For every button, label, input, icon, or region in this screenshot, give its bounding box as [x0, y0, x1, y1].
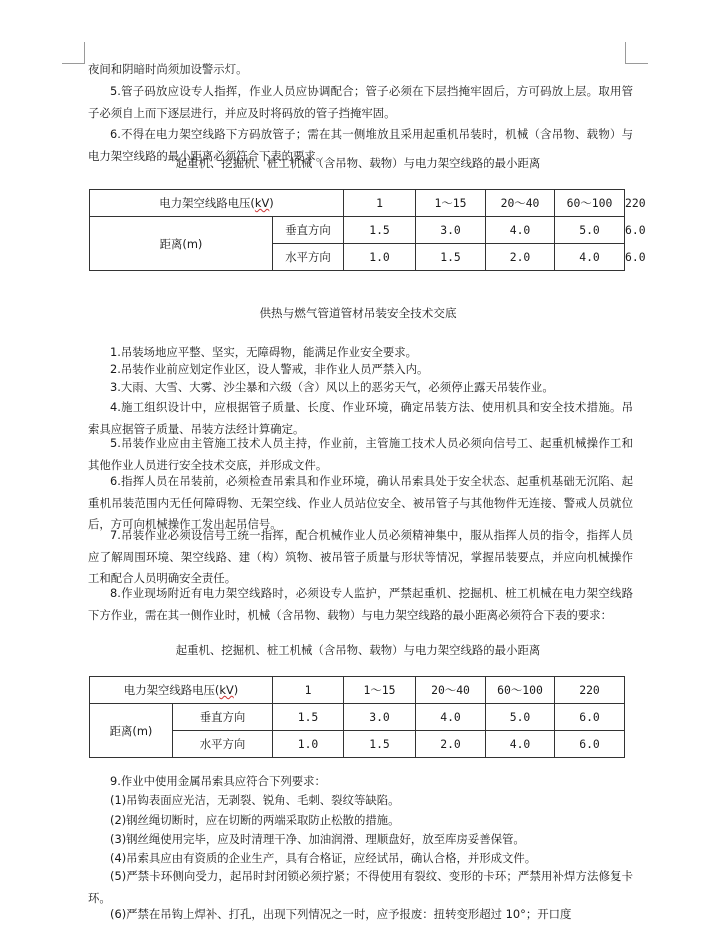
paragraph-item-6-power-lines: 6.不得在电力架空线路下方码放管子；需在其一侧堆放且采用起重机吊装时，机械（含吊物、载物）与电力架空线路的最小距离必须符合下表的要求。: [88, 127, 633, 163]
sub-item-1: (1)吊钩表面应光洁，无剥裂、锐角、毛刺、裂纹等缺陷。: [110, 793, 400, 807]
voltage-cell: 60～100: [555, 190, 625, 217]
vertical-label-cell: 垂直方向: [273, 217, 344, 244]
voltage-header-cell: [90, 677, 273, 704]
item-4: 4.施工组织设计中，应根据管子质量、长度、作业环境，确定吊装方法、使用机具和安全技术措施。吊索具应据管子质量、吊装方法经计算确定。: [88, 400, 633, 436]
vertical-value-cell: 5.0: [486, 704, 555, 731]
table-row: 距离(m) 垂直方向 1.5 3.0 4.0 5.0 6.0: [90, 217, 625, 244]
item-8: 8.作业现场附近有电力架空线路时，必须设专人监护，严禁起重机、挖掘机、桩工机械在电力架空线路下方作业，需在其一侧作业时，机械（含吊物、载物）与电力架空线路的最小距离必须符合下表的要求：: [88, 586, 633, 622]
horizontal-value-cell: 4.0: [555, 244, 625, 271]
horizontal-label-cell: 水平方向: [273, 244, 344, 271]
item-3: 3.大雨、大雪、大雾、沙尘暴和六级（含）风以上的恶劣天气，必须停止露天吊装作业。: [110, 380, 554, 394]
voltage-cell: 220: [555, 677, 625, 704]
voltage-unit: kV: [254, 196, 270, 210]
distance-table-2: [89, 676, 625, 758]
sub-item-5: (5)严禁卡环侧向受力，起吊时封闭锁必须拧紧；不得使用有裂纹、变形的卡环；严禁用补焊方法修复卡环。: [88, 869, 633, 905]
voltage-header-cell: [90, 190, 344, 217]
item-2: 2.吊装作业前应划定作业区，设人警戒，非作业人员严禁入内。: [110, 362, 429, 376]
distance-table-1: [89, 189, 646, 271]
horizontal-value-cell: 4.0: [486, 731, 555, 758]
voltage-cell: 1: [344, 190, 416, 217]
voltage-unit: kV: [219, 683, 234, 697]
paragraph-item-5-pipe-stacking: 5.管子码放应设专人指挥，作业人员应协调配合；管子必须在下层挡掩牢固后，方可码放上层。取用管子必须自上而下逐层进行，并应及时将码放的管子挡掩牢固。: [88, 84, 633, 120]
vertical-value-cell: 4.0: [486, 217, 555, 244]
crop-mark-left-horizontal: [62, 63, 85, 64]
voltage-cell: 20～40: [416, 677, 486, 704]
distance-label-cell: 距离(m): [90, 704, 173, 758]
voltage-cell: 1～15: [416, 190, 486, 217]
sub-item-4: (4)吊索具应由有资质的企业生产，具有合格证，应经试吊，确认合格，并形成文件。: [110, 851, 537, 865]
voltage-header-close: ): [269, 196, 274, 210]
sub-item-2: (2)钢丝绳切断时，应在切断的两端采取防止松散的措施。: [110, 813, 400, 827]
item-6: 6.指挥人员在吊装前，必须检查吊索具和作业环境，确认吊索具处于安全状态、起重机基础无沉陷、起重机吊装范围内无任何障碍物、无架空线、作业人员站位安全、被吊管子与其他物件无连接、警戒人员就位后，方可向机械操作工发出起吊信号。: [88, 474, 633, 532]
sub-item-6: (6)严禁在吊钩上焊补、打孔，出现下列情况之一时，应予报废：扭转变形超过 10°；开口度: [110, 907, 572, 921]
item-7: 7.吊装作业必须设信号工统一指挥，配合机械作业人员必须精神集中，服从指挥人员的指令，指挥人员应了解周围环境、架空线路、建（构）筑物、被吊管子质量与形状等情况，掌握吊装要点，并应向机械操作工和配合人员明确安全责任。: [88, 528, 633, 586]
vertical-label-cell: 垂直方向: [173, 704, 273, 731]
table-row: 电力架空线路电压(kV) 1 1～15 20～40 60～100 220: [90, 190, 625, 217]
vertical-value-cell: 3.0: [344, 704, 416, 731]
voltage-header-label: 电力架空线路电压(: [123, 683, 220, 697]
horizontal-value-cell: 1.5: [416, 244, 486, 271]
vertical-value-cell: 1.5: [273, 704, 344, 731]
voltage-cell: 60～100: [486, 677, 555, 704]
table-row: [90, 704, 625, 731]
horizontal-value-cell: 2.0: [416, 731, 486, 758]
distance-label-cell: 距离(m): [90, 217, 273, 271]
vertical-value-cell: 4.0: [416, 704, 486, 731]
item-5: 5.吊装作业应由主管施工技术人员主持，作业前，主管施工技术人员必须向信号工、起重机械操作工和其他作业人员进行安全技术交底，并形成文件。: [88, 436, 633, 472]
item-9: 9.作业中使用金属吊索具应符合下列要求：: [110, 774, 326, 788]
horizontal-value-cell: 1.5: [344, 731, 416, 758]
horizontal-value-cell: 1.0: [344, 244, 416, 271]
sub-item-3: (3)钢丝绳使用完毕，应及时清理干净、加油润滑、理顺盘好，放至库房妥善保管。: [110, 832, 525, 846]
horizontal-value-cell: 2.0: [486, 244, 555, 271]
vertical-value-cell: 3.0: [416, 217, 486, 244]
voltage-header-close: ): [233, 683, 239, 697]
voltage-header-label: 电力架空线路电压(: [159, 196, 255, 210]
horizontal-label-cell: 水平方向: [173, 731, 273, 758]
vertical-value-cell: 1.5: [344, 217, 416, 244]
crop-mark-left-vertical: [84, 42, 85, 64]
table2-caption: 起重机、挖掘机、桩工机械（含吊物、载物）与电力架空线路的最小距离: [175, 643, 541, 657]
voltage-cell: 20～40: [486, 190, 555, 217]
table-row: [90, 677, 625, 704]
section-title: 供热与燃气管道管材吊装安全技术交底: [259, 306, 457, 320]
paragraph-night-lights: 夜间和阴暗时尚须加设警示灯。: [88, 62, 248, 76]
voltage-cell: 1: [273, 677, 344, 704]
item-1: 1.吊装场地应平整、坚实，无障碍物，能满足作业安全要求。: [110, 345, 418, 359]
horizontal-value-cell: 6.0: [555, 731, 625, 758]
horizontal-value-cell: 1.0: [273, 731, 344, 758]
vertical-value-cell: 6.0: [555, 704, 625, 731]
table-row: 水平方向 1.0 1.5 2.0 4.0 6.0: [90, 244, 625, 271]
voltage-cell: 1～15: [344, 677, 416, 704]
vertical-value-cell: 5.0: [555, 217, 625, 244]
table1-caption: 起重机、挖掘机、桩工机械（含吊物、载物）与电力架空线路的最小距离: [175, 156, 541, 170]
